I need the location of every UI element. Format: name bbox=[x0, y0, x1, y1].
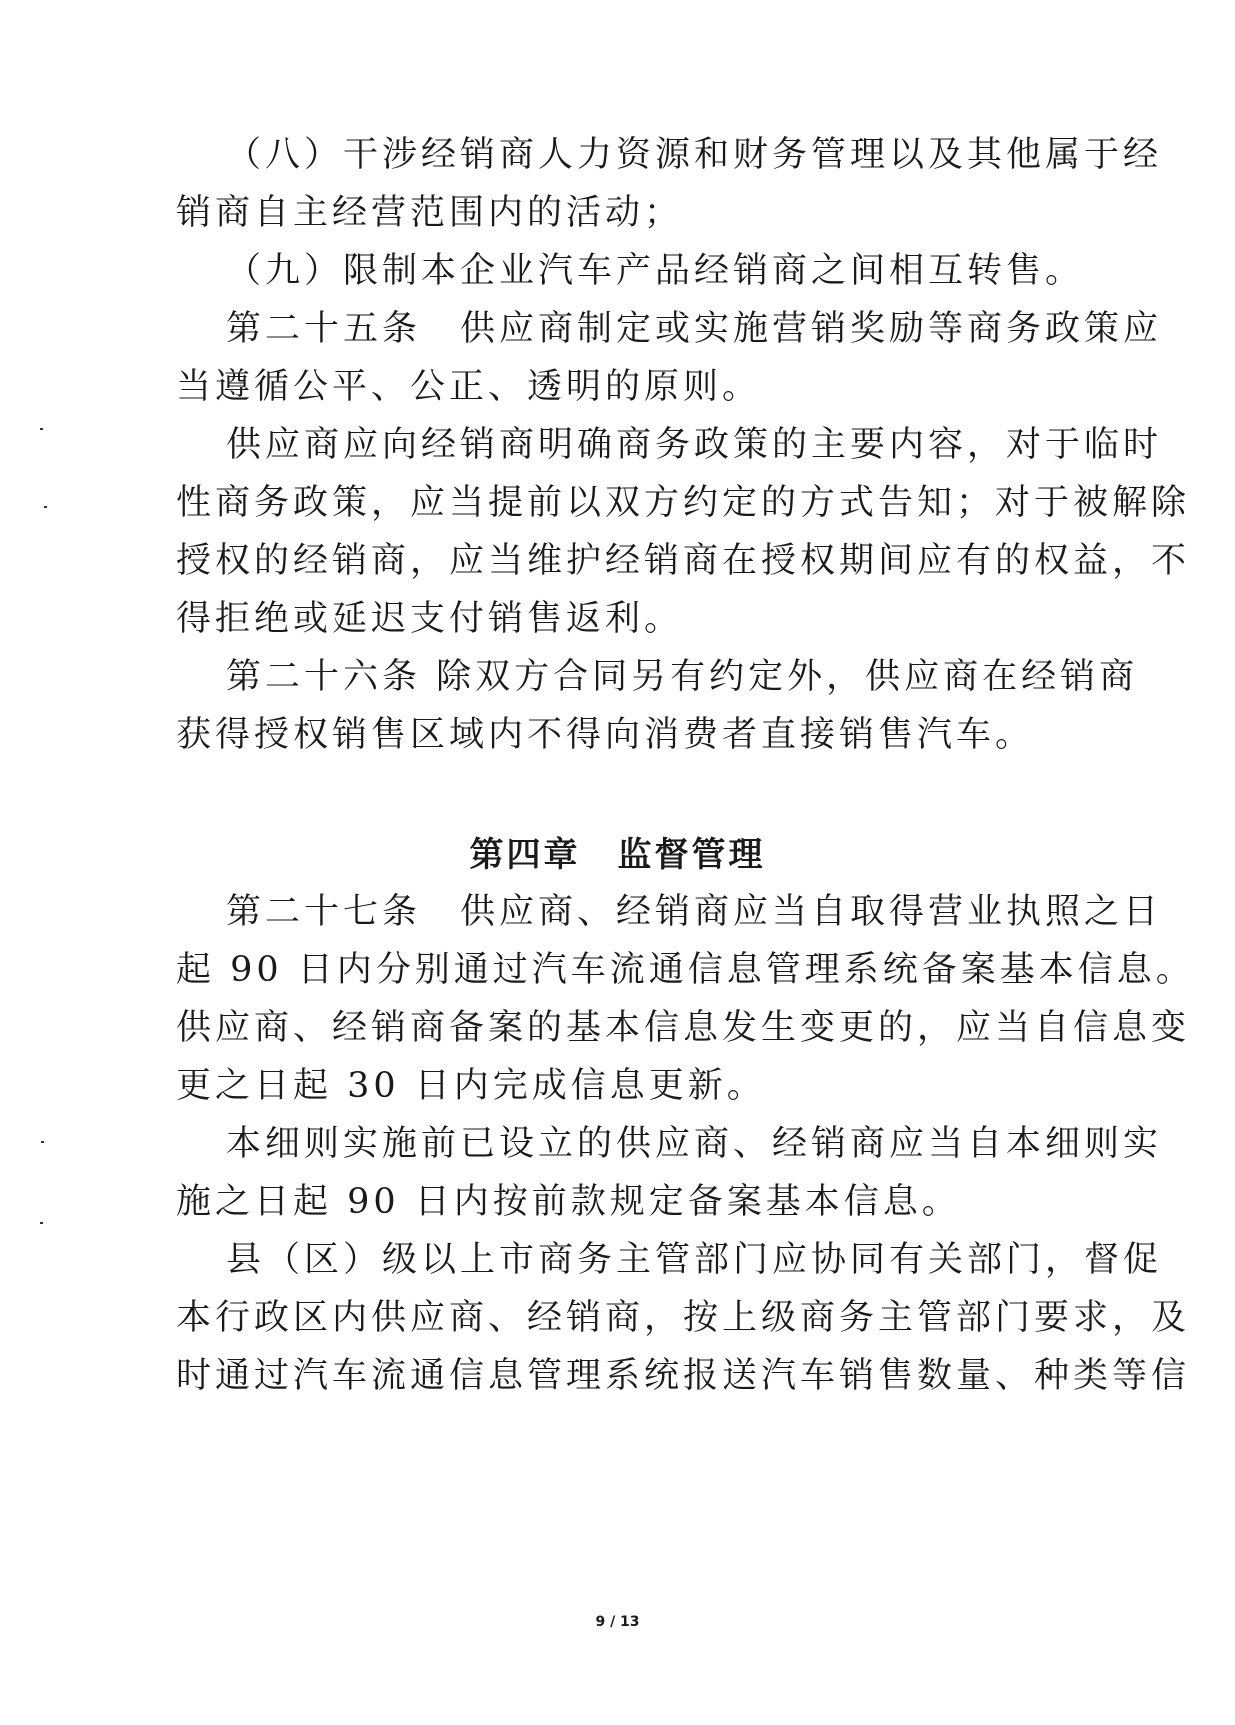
paragraph-line: 第二十七条 供应商、经销商应当自取得营业执照之日 bbox=[226, 892, 1163, 932]
paragraph-line: 性商务政策，应当提前以双方约定的方式告知；对于被解除 bbox=[176, 483, 1191, 523]
paragraph-line: 本细则实施前已设立的供应商、经销商应当自本细则实 bbox=[226, 1124, 1163, 1164]
paragraph-line: （八）干涉经销商人力资源和财务管理以及其他属于经 bbox=[226, 135, 1163, 175]
paragraph-line: 供应商应向经销商明确商务政策的主要内容，对于临时 bbox=[226, 425, 1163, 465]
paragraph-line: 时通过汽车流通信息管理系统报送汽车销售数量、种类等信 bbox=[176, 1356, 1191, 1396]
scan-speck bbox=[40, 428, 43, 430]
paragraph-line: 得拒绝或延迟支付销售返利。 bbox=[176, 599, 684, 639]
page-number: 9 / 13 bbox=[595, 1614, 640, 1630]
paragraph-line: 更之日起 30 日内完成信息更新。 bbox=[176, 1066, 766, 1106]
paragraph-line: 授权的经销商，应当维护经销商在授权期间应有的权益，不 bbox=[176, 541, 1191, 581]
paragraph-line: 销商自主经营范围内的活动； bbox=[176, 193, 684, 233]
paragraph-line: （九）限制本企业汽车产品经销商之间相互转售。 bbox=[226, 251, 1085, 291]
scan-speck bbox=[41, 1141, 44, 1143]
paragraph-line: 第二十六条 除双方合同另有约定外，供应商在经销商 bbox=[226, 657, 1139, 697]
paragraph-line: 起 90 日内分别通过汽车流通信息管理系统备案基本信息。 bbox=[176, 950, 1195, 990]
paragraph-line: 施之日起 90 日内按前款规定备案基本信息。 bbox=[176, 1182, 961, 1222]
chapter-heading: 第四章 监督管理 bbox=[469, 835, 766, 875]
paragraph-line: 获得授权销售区域内不得向消费者直接销售汽车。 bbox=[176, 715, 1035, 755]
scan-speck bbox=[44, 506, 47, 508]
paragraph-line: 供应商、经销商备案的基本信息发生变更的，应当自信息变 bbox=[176, 1008, 1191, 1048]
paragraph-line: 第二十五条 供应商制定或实施营销奖励等商务政策应 bbox=[226, 309, 1163, 349]
paragraph-line: 当遵循公平、公正、透明的原则。 bbox=[176, 367, 762, 407]
scan-speck bbox=[40, 1222, 43, 1224]
paragraph-line: 县（区）级以上市商务主管部门应协同有关部门，督促 bbox=[226, 1240, 1163, 1280]
paragraph-line: 本行政区内供应商、经销商，按上级商务主管部门要求，及 bbox=[176, 1298, 1191, 1338]
